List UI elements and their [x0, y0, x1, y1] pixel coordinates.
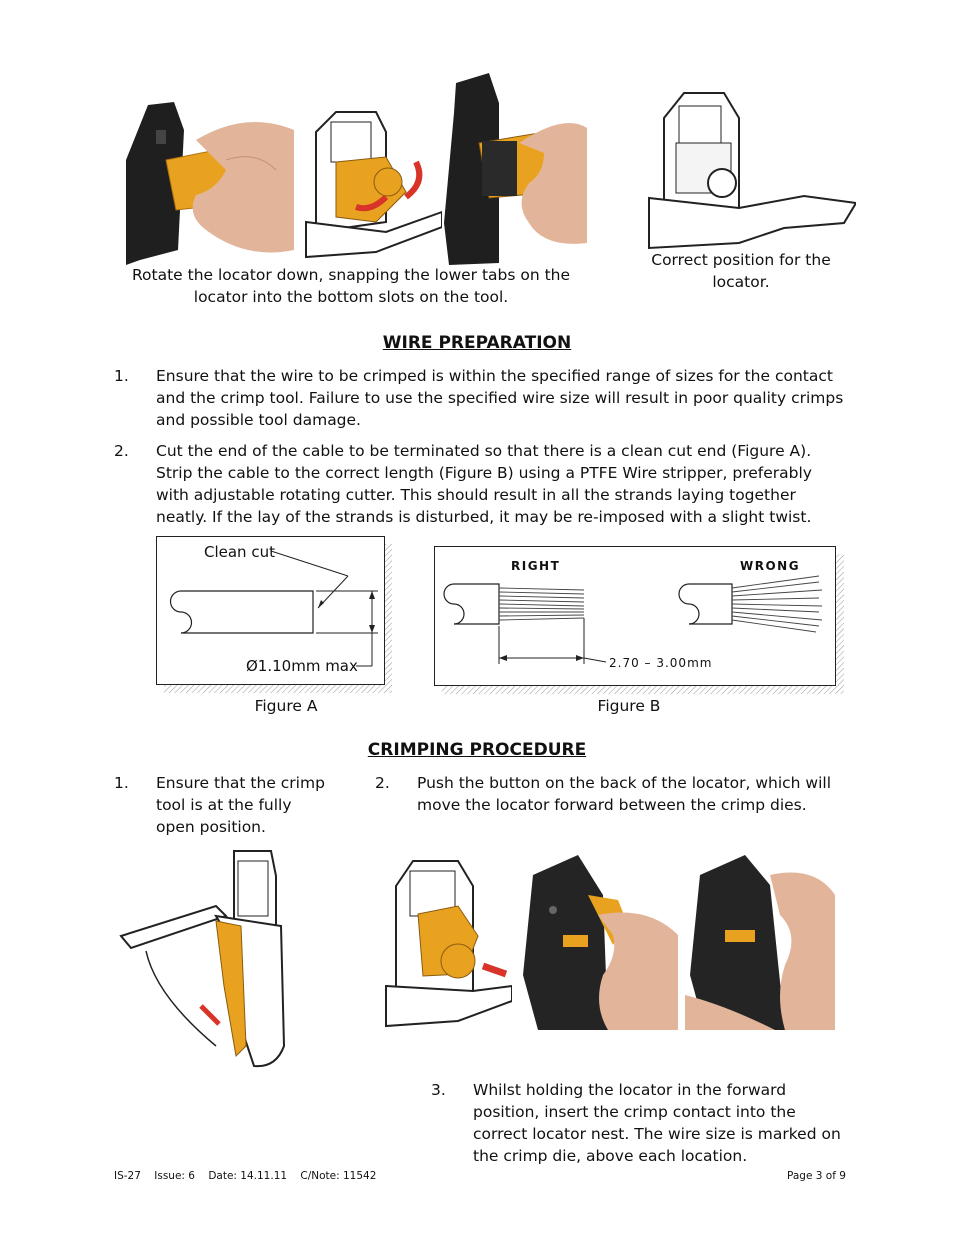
step-number: 2. — [114, 442, 129, 460]
step-text: Ensure that the crimp tool is at the fully open position. — [156, 774, 325, 836]
photo-locator-correct-position — [644, 88, 856, 250]
photo-hand-rotating-locator — [126, 100, 294, 265]
step-text: Ensure that the wire to be crimped is within the specified range of sizes for the contact and the crimp tool. Failure to use the specified wire size will result in poor quality crimps and possible tool damage. — [156, 367, 844, 429]
photo-locator-diagram-rotate — [296, 102, 442, 264]
photo-crimp-tool-open — [116, 846, 296, 1072]
step-text: Push the button on the back of the locator, which will move the locator forward between the crimp dies. — [417, 774, 832, 814]
step-text: Cut the end of the cable to be terminated so that there is a clean cut end (Figure A). Strip the cable to the correct length (Figure B) using a PTFE Wire stripper, preferably with adjustable rotating cutter. This should result in all the strands laying together neatly. If the lay of the strands is disturbed, it may be re-imposed with a slight twist. — [156, 442, 812, 526]
figure-a-caption: Figure A — [254, 697, 318, 715]
figure-b-label-wrong: WRONG — [740, 559, 801, 573]
figure-a-label-diameter: Ø1.10mm max — [246, 657, 358, 675]
figure-b-label-length: 2.70 – 3.00mm — [609, 656, 713, 670]
footer-doc-info: IS-27 Issue: 6 Date: 14.11.11 C/Note: 11542 — [114, 1170, 377, 1182]
photo-push-locator-button — [378, 856, 512, 1030]
figure-b-caption: Figure B — [597, 697, 661, 715]
step-number: 1. — [114, 774, 129, 792]
photo-hand-snapping-locator — [444, 73, 587, 265]
caption-rotate-locator: Rotate the locator down, snapping the lower tabs on the locator into the bottom slots on the tool. — [131, 266, 571, 306]
caption-correct-position: Correct position for the locator. — [651, 251, 831, 291]
photo-locator-forward — [685, 855, 835, 1030]
photo-hand-pushing-locator — [518, 855, 678, 1030]
heading-wire-preparation: WIRE PREPARATION — [382, 333, 572, 353]
step-number: 1. — [114, 367, 129, 385]
step-text: Whilst holding the locator in the forward position, insert the crimp contact into the correct locator nest. The wire size is marked on the crimp die, above each location. — [473, 1081, 841, 1165]
heading-crimping-procedure: CRIMPING PROCEDURE — [367, 740, 587, 760]
figure-a-label-clean-cut: Clean cut — [204, 543, 275, 561]
step-number: 3. — [431, 1081, 446, 1099]
step-number: 2. — [375, 774, 390, 792]
footer-page-number: Page 3 of 9 — [787, 1170, 846, 1182]
figure-b-label-right: RIGHT — [511, 559, 561, 573]
